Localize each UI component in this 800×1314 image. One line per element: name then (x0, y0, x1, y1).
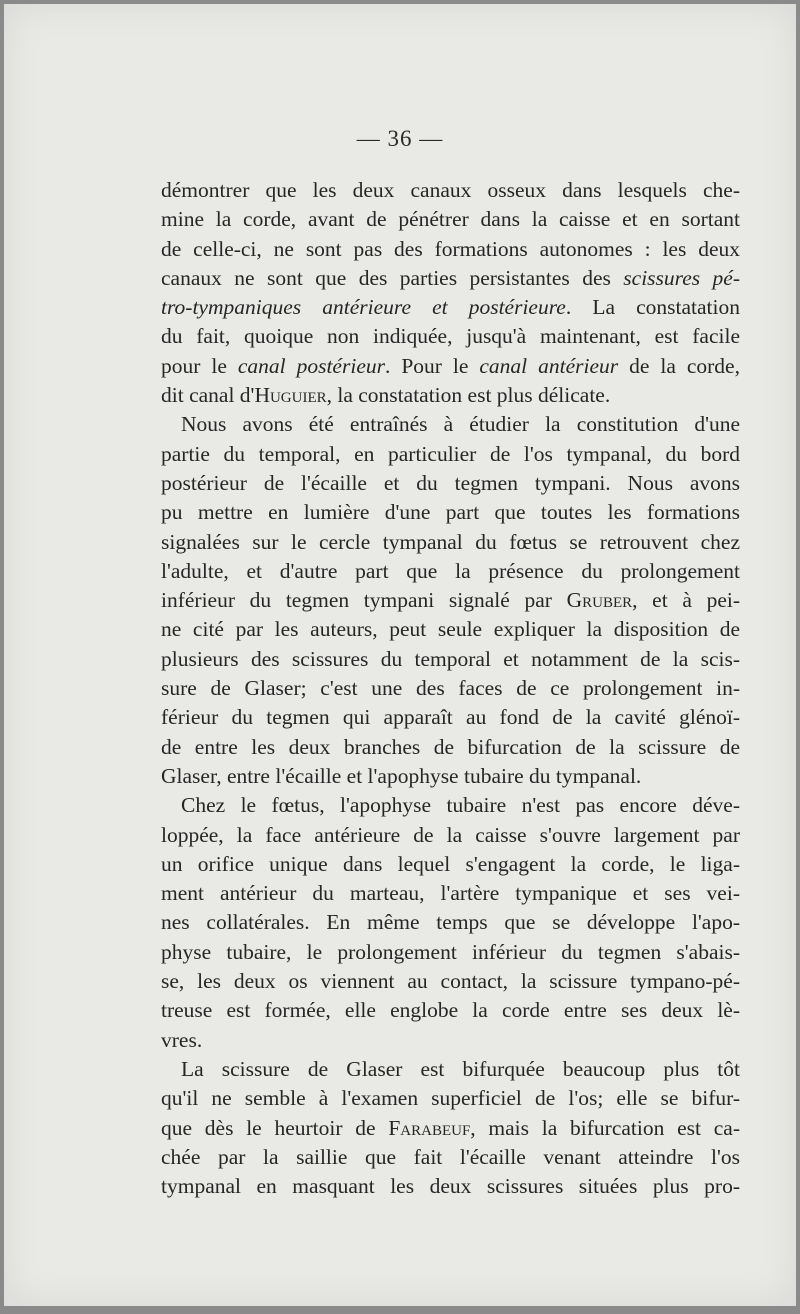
text-segment: qu'il ne semble à l'examen superficiel de l'os; elle se bifur- (161, 1086, 740, 1111)
text-segment: ment antérieur du marteau, l'artère tympanique et ses vei- (161, 881, 740, 906)
text-segment: postérieur de l'écaille et du tegmen tympani. Nous avons (161, 470, 740, 495)
text-line (161, 498, 740, 527)
text-line (161, 557, 740, 586)
text-line (161, 293, 740, 322)
book-page (4, 4, 796, 1306)
text-segment: pour le (161, 353, 238, 378)
text-line (161, 1143, 740, 1172)
author-name: Gruber (566, 588, 633, 613)
text-segment: Nous avons été entraînés à étudier la constitution d'une (181, 412, 740, 437)
text-line (161, 1026, 740, 1055)
text-line (161, 908, 740, 937)
page-number: — 36 — (356, 126, 444, 151)
text-segment: sure de Glaser; c'est une des faces de ce prolongement in- (161, 676, 740, 701)
text-segment: se, les deux os viennent au contact, la scissure tympano-pé- (161, 969, 740, 994)
text-segment: de entre les deux branches de bifurcation de la scissure de (161, 734, 740, 759)
text-line (161, 645, 740, 674)
text-line (161, 1114, 740, 1143)
text-segment: Glaser, entre l'écaille et l'apophyse tubaire du tympanal. (161, 763, 642, 788)
text-line (161, 352, 740, 381)
text-segment: plusieurs des scissures du temporal et notamment de la scis- (161, 646, 740, 671)
text-line (161, 967, 740, 996)
text-line (161, 1172, 740, 1201)
text-line (161, 322, 740, 351)
text-line (161, 821, 740, 850)
text-line (161, 235, 740, 264)
text-segment: du fait, quoique non indiquée, jusqu'à maintenant, est facile (161, 324, 740, 349)
text-segment: de la corde, (618, 353, 740, 378)
text-line (161, 528, 740, 557)
italic-term: canal antérieur (479, 353, 619, 378)
text-segment: vres. (161, 1027, 203, 1052)
body-text (161, 176, 740, 1201)
text-segment: un orifice unique dans lequel s'engagent la corde, le liga- (161, 851, 740, 876)
text-segment: de celle-ci, ne sont pas des formations autonomes : les deux (161, 236, 740, 261)
italic-term: scissures pé- (623, 265, 740, 290)
italic-term: canal postérieur (237, 353, 385, 378)
text-segment: l'adulte, et d'autre part que la présence du prolongement (161, 558, 740, 583)
text-segment: . La constatation (565, 295, 740, 320)
text-line (161, 176, 740, 205)
text-line (161, 938, 740, 967)
text-segment: , et à pei- (632, 588, 740, 613)
text-segment: pu mettre en lumière d'une part que toutes les formations (161, 500, 740, 525)
text-line (161, 440, 740, 469)
text-segment: treuse est formée, elle englobe la corde entre ses deux lè- (161, 998, 740, 1023)
text-segment: ne cité par les auteurs, peut seule expliquer la disposition de (161, 617, 740, 642)
text-line (161, 586, 740, 615)
text-segment: physe tubaire, le prolongement inférieur du tegmen s'abais- (161, 939, 740, 964)
text-segment: loppée, la face antérieure de la caisse s'ouvre largement par (161, 822, 740, 847)
text-segment: canaux ne sont que des parties persistantes des (161, 265, 624, 290)
italic-term: tro-tympaniques antérieure et postérieure (161, 295, 566, 320)
text-line (161, 381, 740, 410)
text-line (161, 850, 740, 879)
text-segment: partie du temporal, en particulier de l'os tympanal, du bord (161, 441, 740, 466)
text-line (161, 762, 740, 791)
text-segment: inférieur du tegmen tympani signalé par (161, 588, 567, 613)
text-line (161, 469, 740, 498)
text-segment: nes collatérales. En même temps que se développe l'apo- (161, 910, 740, 935)
text-segment: Chez le fœtus, l'apophyse tubaire n'est pas encore déve- (181, 793, 740, 818)
text-segment: férieur du tegmen qui apparaît au fond de la cavité glénoï- (161, 705, 740, 730)
text-segment: mine la corde, avant de pénétrer dans la caisse et en sortant (161, 207, 740, 232)
text-line (161, 674, 740, 703)
author-name: Farabeuf (388, 1115, 471, 1140)
text-line (161, 1084, 740, 1113)
text-segment: dit canal d' (161, 383, 255, 408)
text-line (161, 264, 740, 293)
text-segment: La scissure de Glaser est bifurquée beaucoup plus tôt (181, 1056, 740, 1081)
text-line (161, 615, 740, 644)
text-segment: . Pour le (384, 353, 480, 378)
author-name: Huguier (254, 383, 327, 408)
text-segment: chée par la saillie que fait l'écaille venant atteindre l'os (161, 1144, 740, 1169)
text-line (161, 703, 740, 732)
text-segment: signalées sur le cercle tympanal du fœtus se retrouvent chez (161, 529, 740, 554)
text-line (161, 205, 740, 234)
text-segment: démontrer que les deux canaux osseux dans lesquels che- (161, 178, 740, 202)
text-line (161, 733, 740, 762)
text-line (161, 879, 740, 908)
text-segment: tympanal en masquant les deux scissures situées plus pro- (161, 1174, 740, 1199)
text-line (161, 791, 740, 820)
text-line (161, 996, 740, 1025)
text-line (161, 410, 740, 439)
text-segment: , mais la bifurcation est ca- (470, 1115, 740, 1140)
text-segment: , la constatation est plus délicate. (326, 383, 611, 408)
text-segment: que dès le heurtoir de (161, 1115, 389, 1140)
text-line (161, 1055, 740, 1084)
